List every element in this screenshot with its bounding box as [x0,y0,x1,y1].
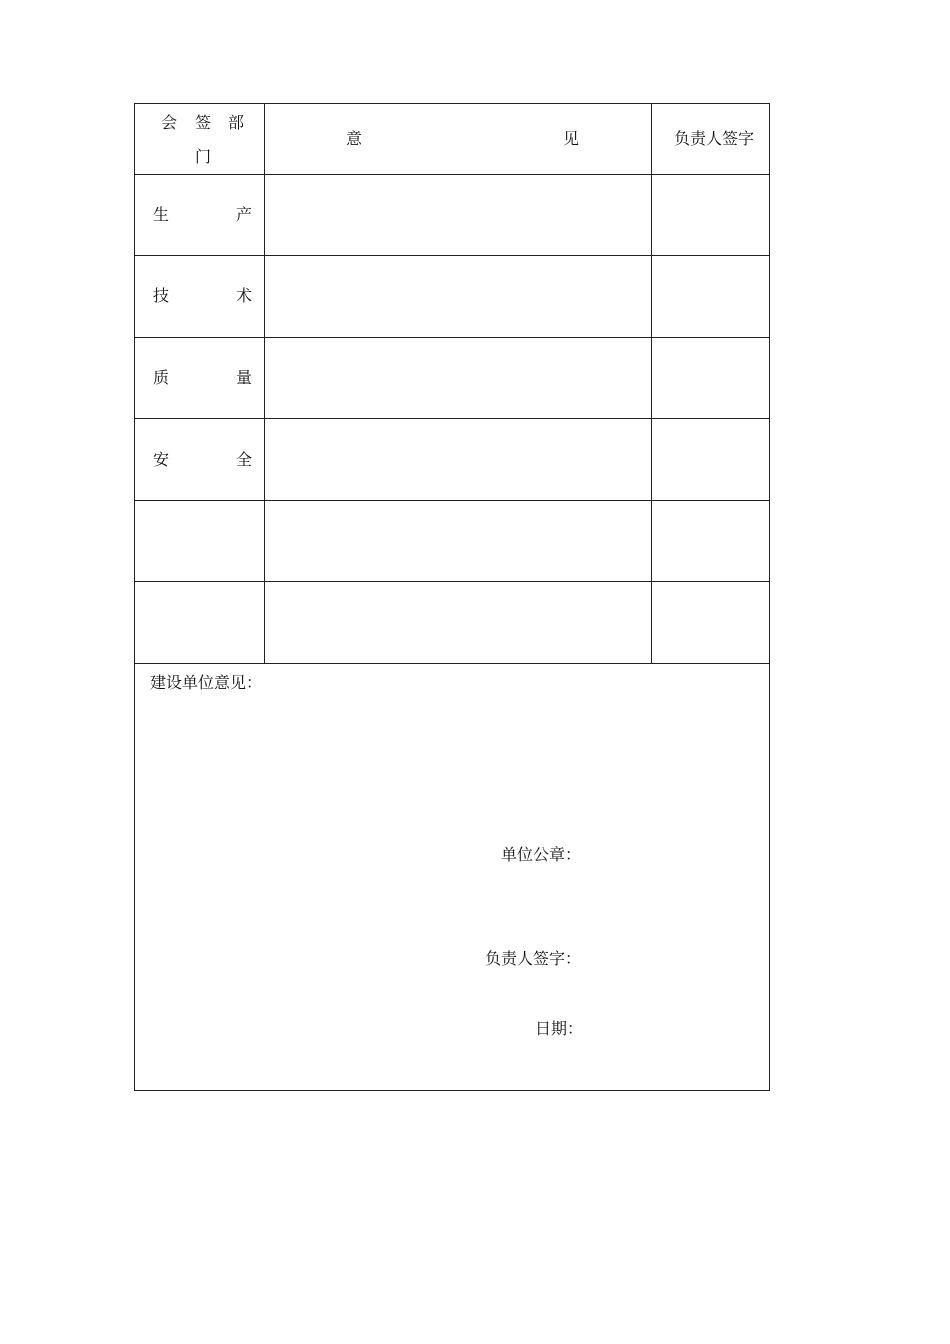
grid-hline-7 [135,663,769,664]
row-4-dept-char-2: 全 [236,450,253,469]
header-dept-char-3: 部 [228,113,245,132]
owner-signer-label: 负责人签字： [485,949,582,968]
row-5-signature-cell[interactable] [652,501,769,581]
row-3-dept-char-2: 量 [236,368,253,387]
countersign-form [134,103,770,1091]
row-4-opinion-cell[interactable] [265,419,651,500]
seal-label: 单位公章： [501,845,582,864]
row-6-signature-cell[interactable] [652,582,769,663]
row-3-dept-char-1: 质 [153,368,170,387]
row-2-dept-char-1: 技 [153,286,170,305]
row-3-opinion-cell[interactable] [265,338,651,418]
owner-opinion-area[interactable] [135,694,769,834]
row-5-dept-cell[interactable] [135,501,264,581]
row-1-dept-char-2: 产 [236,205,253,224]
row-5-opinion-cell[interactable] [265,501,651,581]
header-signer: 负责人签字 [674,129,755,148]
row-1-dept-char-1: 生 [153,205,170,224]
row-3-signature-cell[interactable] [652,338,769,418]
owner-opinion-label: 建设单位意见： [150,673,263,692]
row-6-dept-cell[interactable] [135,582,264,663]
row-1-signature-cell[interactable] [652,175,769,255]
row-4-dept-char-1: 安 [153,450,170,469]
row-2-dept-char-2: 术 [236,286,253,305]
header-dept-char-1: 会 [161,113,178,132]
header-dept-char-2: 签 [195,113,212,132]
header-opinion-char-1: 意 [346,129,363,148]
row-6-opinion-cell[interactable] [265,582,651,663]
row-2-opinion-cell[interactable] [265,256,651,337]
row-2-signature-cell[interactable] [652,256,769,337]
header-opinion-char-2: 见 [563,129,580,148]
date-label: 日期： [535,1019,584,1038]
row-1-opinion-cell[interactable] [265,175,651,255]
header-dept-char-4: 门 [195,147,212,166]
row-4-signature-cell[interactable] [652,419,769,500]
